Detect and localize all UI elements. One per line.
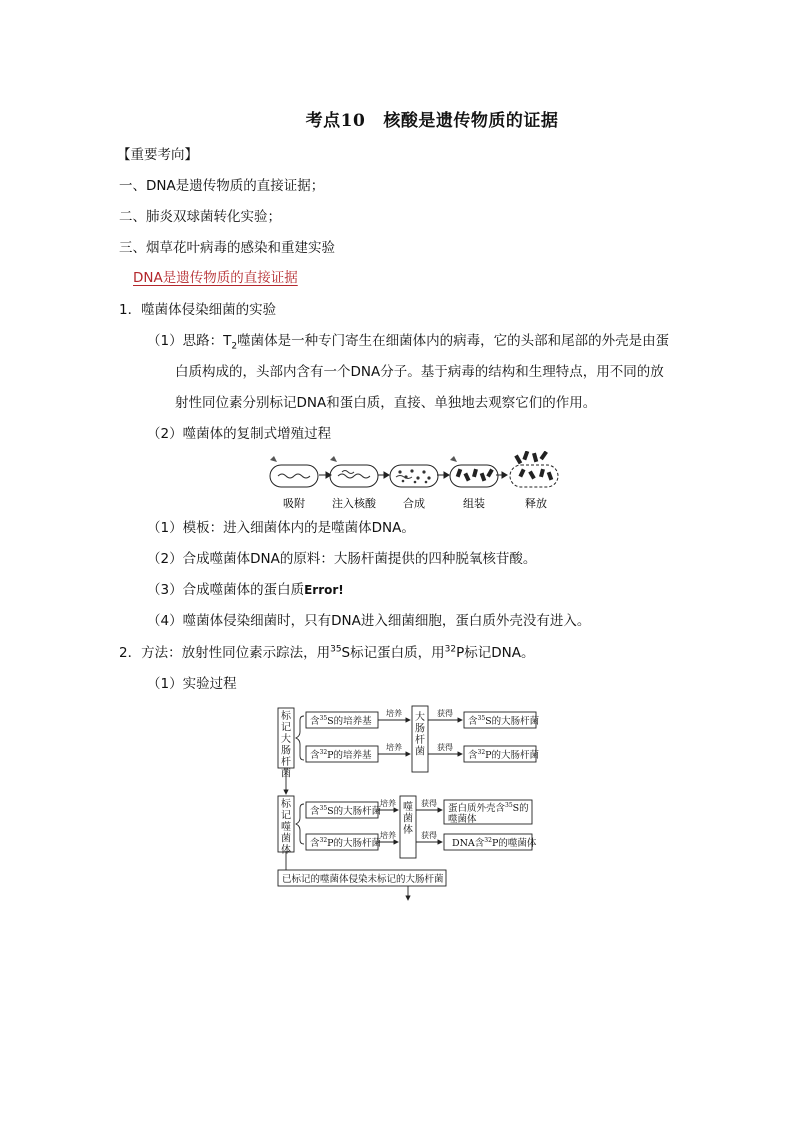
method-line — [119, 643, 534, 663]
stage-label-2: 注入核酸 — [332, 497, 376, 510]
vertical-char: 菌 — [403, 813, 413, 825]
result-phage-s-text-2: 噬菌体 — [448, 814, 477, 825]
culture-label-3: 培养 — [380, 799, 396, 808]
note-3 — [147, 580, 344, 600]
vertical-char: 菌 — [281, 768, 291, 780]
stage-inject-cell — [330, 456, 378, 487]
idea-line1-rest: 噬菌体是一种专门寄生在细菌体内的病毒，它的头部和尾部的外壳是由蛋 — [237, 333, 670, 349]
obtain-label-4: 获得 — [421, 831, 437, 840]
stage-assembly-cell — [450, 456, 498, 487]
stage-label-3: 合成 — [403, 497, 425, 510]
method-sup-35: 35 — [330, 644, 342, 655]
idea-line-1 — [147, 331, 669, 351]
vertical-char: 体 — [403, 825, 413, 836]
vertical-char: 大 — [281, 734, 291, 745]
error-text: Error! — [304, 583, 344, 597]
stage-adsorb-cell — [270, 456, 318, 487]
stage-label-4: 组装 — [463, 497, 485, 510]
vertical-char: 记 — [281, 722, 291, 734]
vertical-char: 噬 — [403, 802, 413, 813]
direction-item-1: 一、DNA是遗传物质的直接证据； — [119, 178, 325, 194]
idea-line-2: 白质构成的，头部内含有一个DNA分子。基于病毒的结构和生理特点，用不同的放 — [175, 364, 664, 380]
vertical-char: 肠 — [415, 723, 425, 735]
vertical-char: 菌 — [281, 833, 291, 845]
stage-label-1: 吸附 — [283, 497, 305, 510]
bottom-text: 已标记的噬菌体侵染未标记的大肠杆菌 — [282, 874, 444, 885]
vertical-char: 噬 — [281, 822, 291, 833]
vertical-char: 标 — [281, 799, 291, 810]
vertical-char: 大 — [415, 712, 425, 723]
replication-diagram — [258, 451, 568, 515]
title-part2: 核酸是遗传物质的证据 — [383, 111, 559, 131]
obtain-label-1: 获得 — [437, 709, 453, 718]
obtain-label-3: 获得 — [421, 799, 437, 808]
culture-label-4: 培养 — [380, 831, 396, 840]
culture-label-2: 培养 — [386, 743, 402, 752]
vertical-char: 菌 — [415, 746, 425, 758]
stage-release-cell — [510, 451, 558, 487]
result-phage-s-text-1: 蛋白质外壳含$^{35}$S的 — [448, 802, 529, 814]
direction-item-2: 二、肺炎双球菌转化实验； — [119, 209, 281, 225]
process-heading: （1）实验过程 — [147, 676, 237, 692]
label-phage-vertical — [281, 797, 292, 856]
stage-label-5: 释放 — [525, 497, 547, 510]
method-sup-32: 32 — [444, 644, 457, 655]
method-a: 2．方法：放射性同位素示踪法，用 — [119, 645, 331, 661]
method-b: S标记蛋白质，用 — [341, 645, 445, 661]
vertical-char: 记 — [281, 810, 291, 822]
stage-synthesis-cell — [390, 465, 438, 487]
phage-middle-vertical — [403, 800, 413, 836]
result-ecoli-p-text: 含$^{32}$P的大肠杆菌 — [468, 749, 540, 761]
culture-label-1: 培养 — [386, 709, 402, 718]
ecoli-middle-vertical — [415, 710, 425, 758]
ecoli-s-text: 含$^{35}$S的大肠杆菌 — [310, 805, 382, 817]
medium-s-text: 含$^{35}$S的培养基 — [310, 715, 372, 727]
label-ecoli-vertical — [281, 709, 292, 780]
idea-line-3: 射性同位素分别标记DNA和蛋白质，直接、单独地去观察它们的作用。 — [175, 395, 597, 411]
note-4: （4）噬菌体侵染细菌时，只有DNA进入细菌细胞，蛋白质外壳没有进入。 — [147, 613, 591, 629]
medium-p-text: 含$^{32}$P的培养基 — [310, 749, 372, 761]
replication-heading: （2）噬菌体的复制式增殖过程 — [147, 426, 332, 442]
note-3-text: （3）合成噬菌体的蛋白质 — [147, 582, 305, 598]
result-phage-p-text: DNA含$^{32}$P的噬菌体 — [452, 837, 537, 849]
page-title — [0, 106, 794, 131]
vertical-char: 标 — [281, 711, 291, 722]
note-1: （1）模板：进入细菌体内的是噬菌体DNA。 — [147, 520, 415, 536]
vertical-char: 杆 — [415, 735, 425, 746]
section-heading: 【重要考向】 — [117, 147, 198, 163]
direction-item-3: 三、烟草花叶病毒的感染和重建实验 — [119, 240, 335, 256]
method-c: P标记DNA。 — [456, 645, 535, 661]
obtain-label-2: 获得 — [437, 743, 453, 752]
vertical-char: 杆 — [281, 757, 291, 768]
idea-sub: 2 — [231, 341, 238, 352]
idea-prefix: （1）思路：T — [147, 333, 232, 349]
result-ecoli-s-text: 含$^{35}$S的大肠杆菌 — [468, 715, 540, 727]
ecoli-p-text: 含$^{32}$P的大肠杆菌 — [310, 837, 382, 849]
vertical-char: 肠 — [281, 745, 291, 757]
p1-heading: 1．噬菌体侵染细菌的实验 — [119, 302, 277, 318]
vertical-char: 体 — [281, 845, 291, 856]
experiment-flowchart — [272, 702, 544, 902]
note-2: （2）合成噬菌体DNA的原料：大肠杆菌提供的四种脱氧核苷酸。 — [147, 551, 537, 567]
title-part1: 考点10 — [305, 111, 366, 131]
subhead-link[interactable]: DNA是遗传物质的直接证据 — [133, 270, 298, 286]
